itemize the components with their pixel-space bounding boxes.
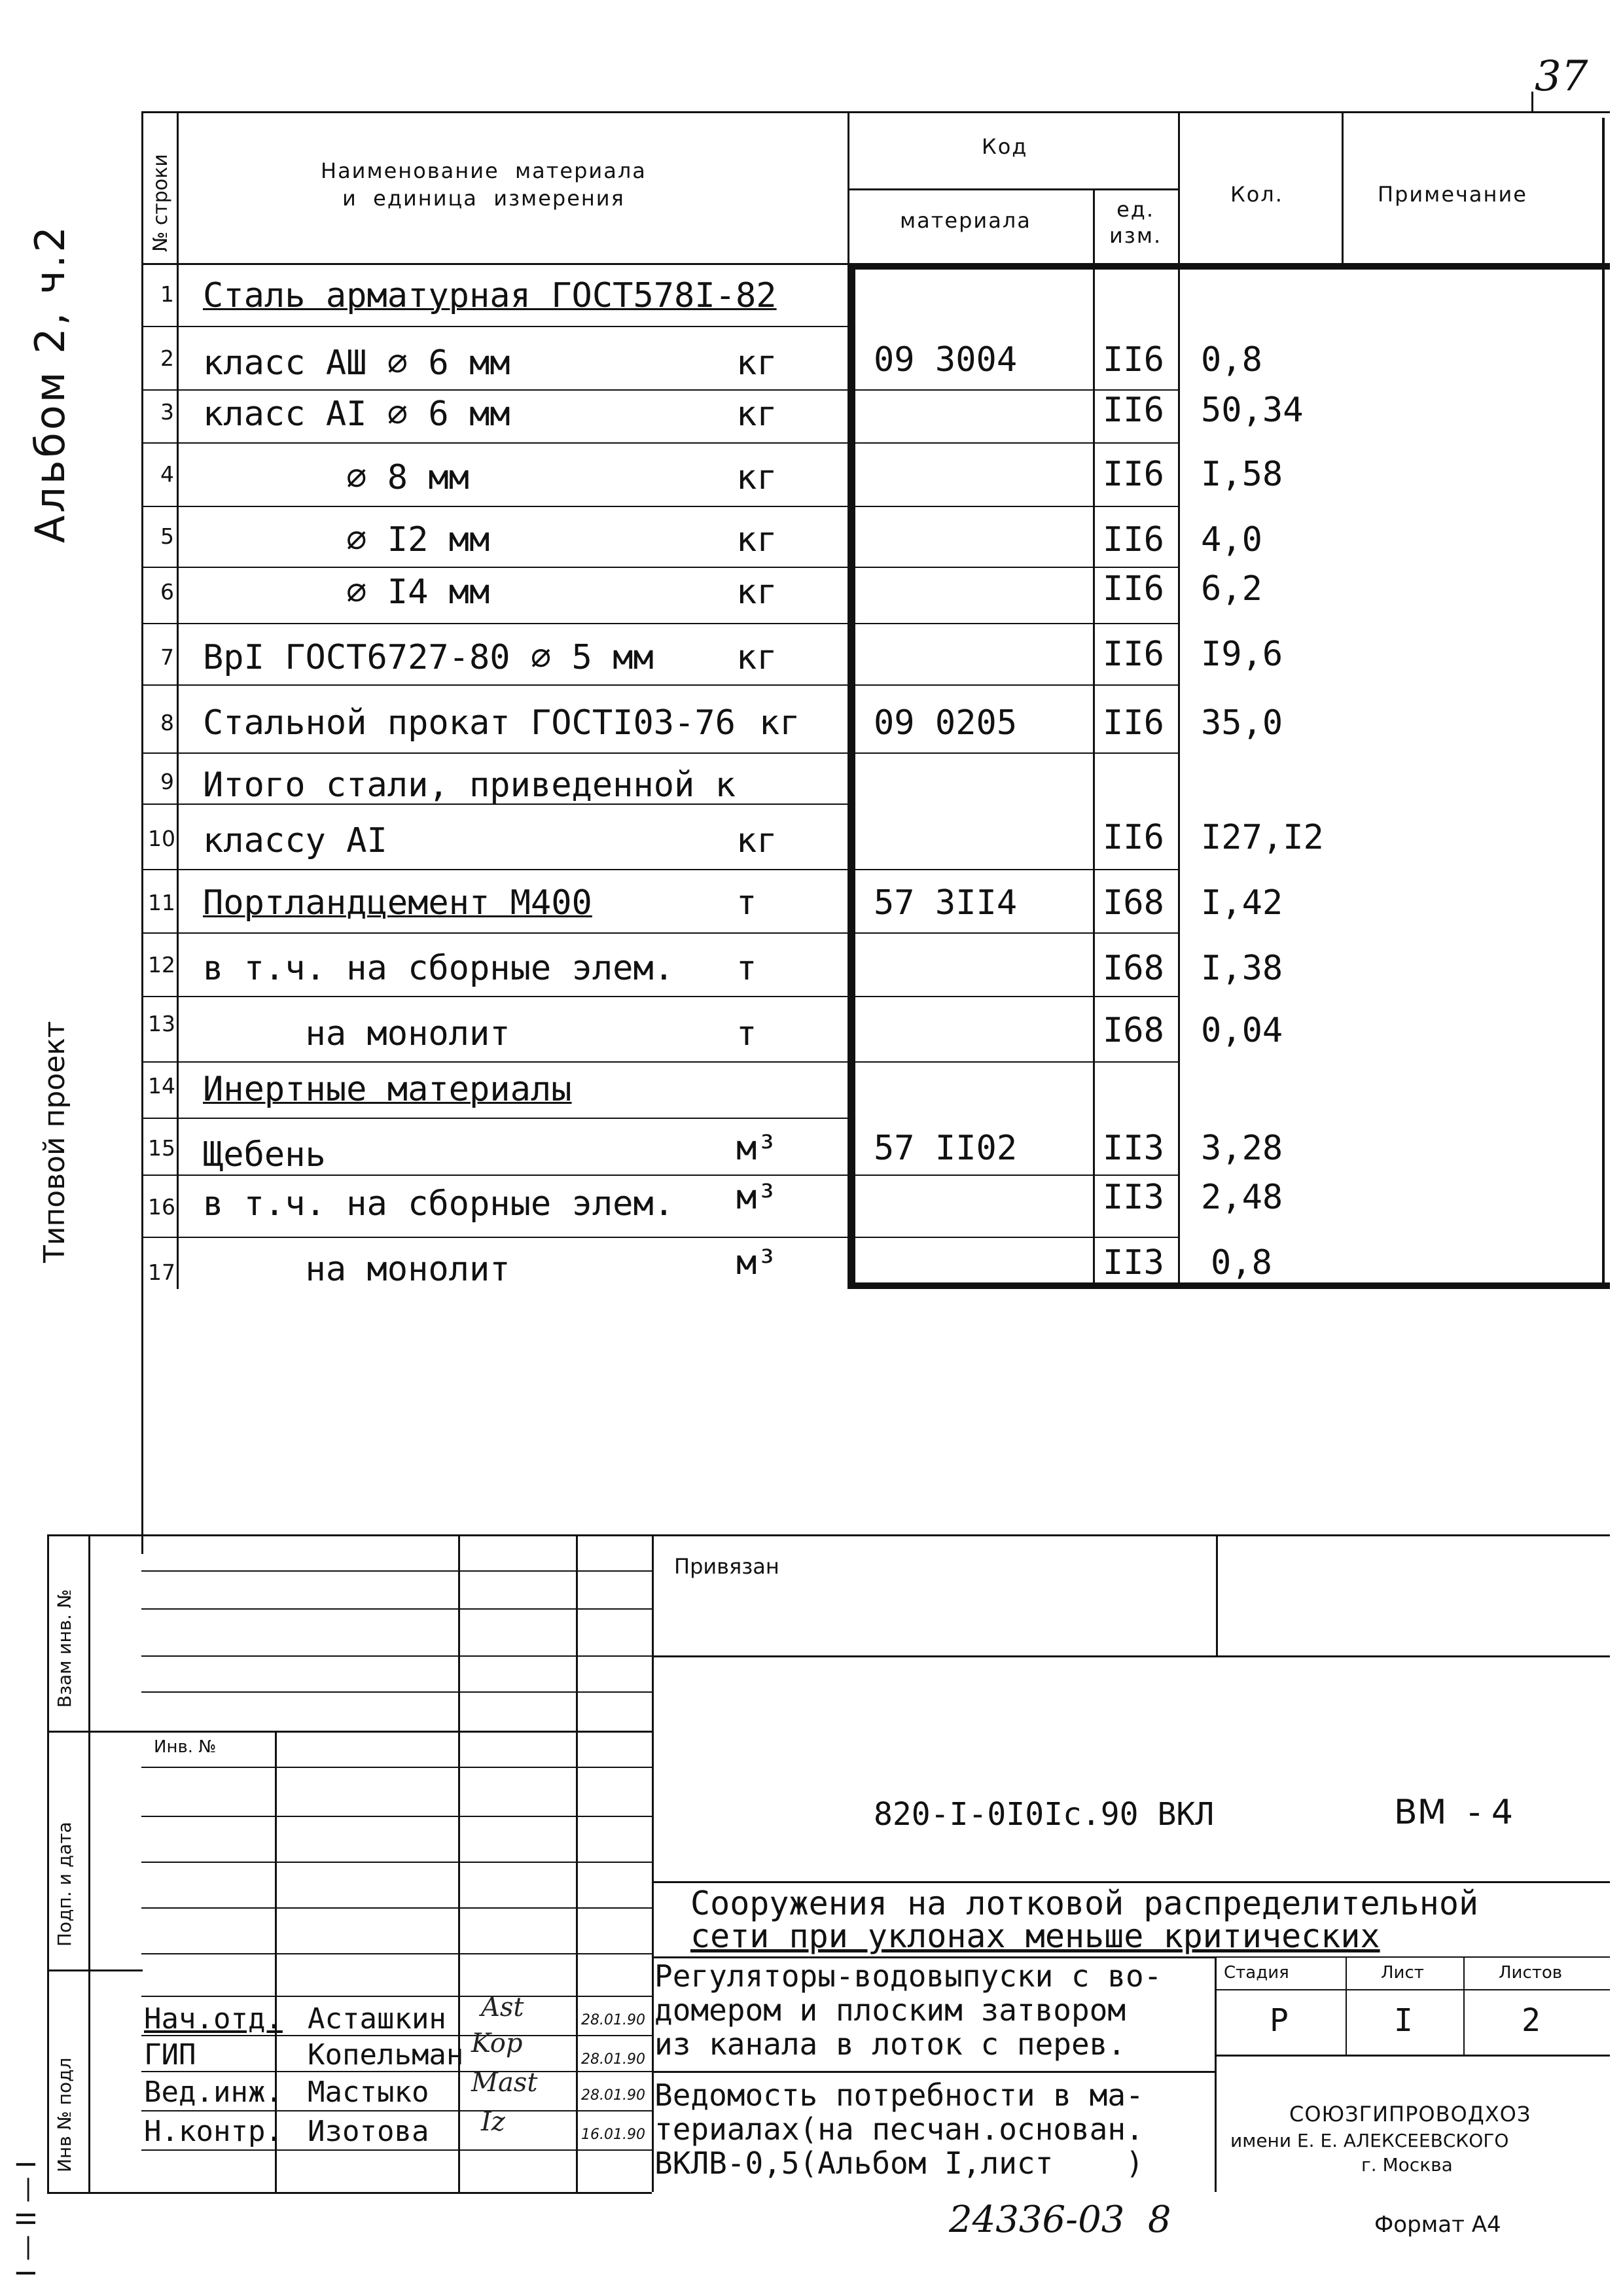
row-name: Инертные материалы (203, 1070, 572, 1109)
row-name: ∅ I4 мм (203, 573, 490, 612)
row-no: 13 (148, 1011, 175, 1036)
privyazan-label: Привязан (674, 1554, 779, 1579)
row-no: 1 (160, 281, 174, 307)
row-no: 3 (160, 399, 174, 425)
row-unit: м³ (736, 1129, 777, 1168)
subtitle-2b: териалах(на песчан.основан. (654, 2111, 1144, 2147)
row-qty: 0,8 (1211, 1243, 1272, 1282)
row-unit-code: II6 (1103, 340, 1164, 380)
bottom-mark: I — II — I (12, 2160, 42, 2277)
row-qty: I9,6 (1201, 635, 1283, 674)
row-unit: т (736, 883, 757, 923)
title-line-2: сети при уклонах меньше критических (690, 1917, 1380, 1955)
album-label: Альбом 2, ч.2 (26, 224, 74, 543)
row-unit: кг (736, 821, 777, 860)
row-name: класс AI ∅ 6 мм (203, 395, 510, 434)
signatory-date: 16.01.90 (581, 2127, 645, 2143)
lists-label: Листов (1499, 1963, 1563, 1983)
lists-value: 2 (1522, 2002, 1541, 2039)
row-name: ∅ 8 мм (203, 458, 469, 497)
row-no: 4 (160, 461, 174, 487)
row-name: ВрI ГОСТ6727-80 ∅ 5 мм (203, 638, 654, 677)
row-qty: 0,8 (1201, 340, 1262, 380)
row-name: ∅ I2 мм (203, 520, 490, 559)
inv-podl-label: Инв № подл (54, 2057, 75, 2172)
row-qty: I,38 (1201, 949, 1283, 988)
row-unit: кг (736, 344, 777, 383)
row-name: Итого стали, приведенной к (203, 766, 736, 805)
org-subname: имени Е. Е. АЛЕКСЕЕВСКОГО (1230, 2130, 1509, 2151)
row-no: 10 (148, 826, 175, 851)
row-unit-code: II6 (1103, 520, 1164, 559)
podp-data-label: Подп. и дата (54, 1822, 75, 1947)
row-unit: м³ (736, 1243, 777, 1282)
row-code: 57 II02 (874, 1129, 1018, 1168)
row-name: на монолит (203, 1250, 510, 1289)
format-label: Формат А4 (1374, 2212, 1501, 2238)
header-code-unit: ед. изм. (1109, 197, 1162, 248)
row-unit: кг (736, 395, 777, 434)
row-unit-code: I68 (1103, 949, 1164, 988)
header-code: Код (982, 134, 1028, 159)
row-qty: 4,0 (1201, 520, 1262, 559)
row-no: 17 (148, 1260, 175, 1285)
signatory-role: Нач.отд. (144, 2002, 283, 2036)
signatory-name: Мастыко (308, 2075, 429, 2109)
row-unit-code: II6 (1103, 818, 1164, 857)
row-unit: кг (736, 638, 777, 677)
row-unit: м³ (736, 1178, 777, 1217)
signatory-name: Асташкин (308, 2002, 446, 2036)
title-line-1: Сооружения на лотковой распределительной (690, 1884, 1479, 1922)
subtitle-1c: из канала в лоток с перев. (654, 2026, 1126, 2062)
row-name: классу AI (203, 821, 387, 860)
signature: Kop (471, 2028, 523, 2058)
row-unit-code: II3 (1103, 1129, 1164, 1168)
row-unit: т (736, 949, 757, 988)
row-qty: 50,34 (1201, 391, 1304, 430)
row-name: Портландцемент М400 (203, 883, 592, 923)
row-unit-code: II6 (1103, 635, 1164, 674)
doc-code: 820-I-0I0Ic.90 ВКЛ (874, 1796, 1215, 1833)
row-unit: кг (759, 703, 800, 743)
row-no: 5 (160, 523, 174, 549)
header-name: Наименование материала и единица измерения (321, 158, 647, 211)
sheet-mark: ВМ - 4 (1394, 1793, 1513, 1832)
stage-label: Стадия (1224, 1963, 1289, 1983)
row-no: 14 (148, 1073, 175, 1099)
row-qty: I27,I2 (1201, 818, 1324, 857)
org-name: СОЮЗГИПРОВОДХОЗ (1289, 2102, 1531, 2127)
page-number: 37 (1535, 52, 1588, 101)
row-unit: кг (736, 458, 777, 497)
row-name: Стальной прокат ГОСТI03-76 (203, 703, 736, 743)
row-unit: кг (736, 520, 777, 559)
list-label: Лист (1381, 1963, 1424, 1983)
row-no: 12 (148, 952, 175, 978)
signatory-date: 28.01.90 (581, 2051, 645, 2068)
row-no: 15 (148, 1135, 175, 1161)
row-unit-code: II6 (1103, 569, 1164, 609)
row-unit-code: II6 (1103, 703, 1164, 743)
header-code-material: материала (900, 208, 1031, 233)
row-unit-code: II6 (1103, 455, 1164, 494)
stage-value: Р (1270, 2002, 1289, 2039)
row-unit-code: I68 (1103, 1011, 1164, 1050)
row-name: Сталь арматурная ГОСТ578I-82 (203, 276, 777, 315)
row-qty: 2,48 (1201, 1178, 1283, 1217)
signatory-date: 28.01.90 (581, 2012, 645, 2028)
header-row-no: № строки (149, 154, 172, 252)
row-qty: I,58 (1201, 455, 1283, 494)
org-city: г. Москва (1361, 2154, 1453, 2176)
signatory-role: Вед.инж. (144, 2075, 283, 2109)
row-name: на монолит (203, 1014, 510, 1053)
row-unit: т (736, 1014, 757, 1053)
row-unit-code: II3 (1103, 1243, 1164, 1282)
signature: Iz (481, 2107, 505, 2137)
row-name: в т.ч. на сборные элем. (203, 1184, 675, 1224)
signatory-name: Изотова (308, 2115, 429, 2148)
list-value: I (1394, 2002, 1413, 2039)
row-no: 9 (160, 769, 174, 794)
row-qty: 35,0 (1201, 703, 1283, 743)
subtitle-2a: Ведомость потребности в ма- (654, 2077, 1144, 2113)
vzam-inv-label: Взам инв. № (54, 1589, 75, 1708)
signatory-date: 28.01.90 (581, 2087, 645, 2104)
row-no: 6 (160, 579, 174, 605)
signatory-name: Копельман (308, 2038, 464, 2072)
footer-number: 24336-03 8 (949, 2199, 1171, 2241)
signature: Ast (481, 1992, 524, 2022)
row-no: 8 (160, 710, 174, 735)
row-no: 2 (160, 345, 174, 371)
row-code: 57 3II4 (874, 883, 1018, 923)
subtitle-1a: Регуляторы-водовыпуски с во- (654, 1958, 1162, 1994)
subtitle-2c: ВКЛВ-0,5(Альбом I,лист ) (654, 2146, 1144, 2181)
row-name: в т.ч. на сборные элем. (203, 949, 675, 988)
row-unit: кг (736, 573, 777, 612)
row-no: 11 (148, 890, 175, 915)
project-label: Типовой проект (38, 1021, 71, 1263)
row-qty: 0,04 (1201, 1011, 1283, 1050)
signatory-role: ГИП (144, 2038, 196, 2072)
signatory-role: Н.контр. (144, 2115, 283, 2148)
row-unit-code: II6 (1103, 391, 1164, 430)
row-unit-code: II3 (1103, 1178, 1164, 1217)
header-note: Примечание (1378, 182, 1527, 207)
row-name: Щебень (203, 1135, 326, 1174)
header-qty: Кол. (1230, 182, 1283, 207)
signature: Mast (471, 2068, 538, 2098)
inv-no-label: Инв. № (154, 1737, 217, 1757)
row-name: класс АШ ∅ 6 мм (203, 344, 510, 383)
row-code: 09 0205 (874, 703, 1018, 743)
row-qty: 3,28 (1201, 1129, 1283, 1168)
row-no: 16 (148, 1194, 175, 1220)
row-qty: I,42 (1201, 883, 1283, 923)
row-no: 7 (160, 645, 174, 670)
row-code: 09 3004 (874, 340, 1018, 380)
subtitle-1b: домером и плоским затвором (654, 1992, 1126, 2028)
row-qty: 6,2 (1201, 569, 1262, 609)
row-unit-code: I68 (1103, 883, 1164, 923)
